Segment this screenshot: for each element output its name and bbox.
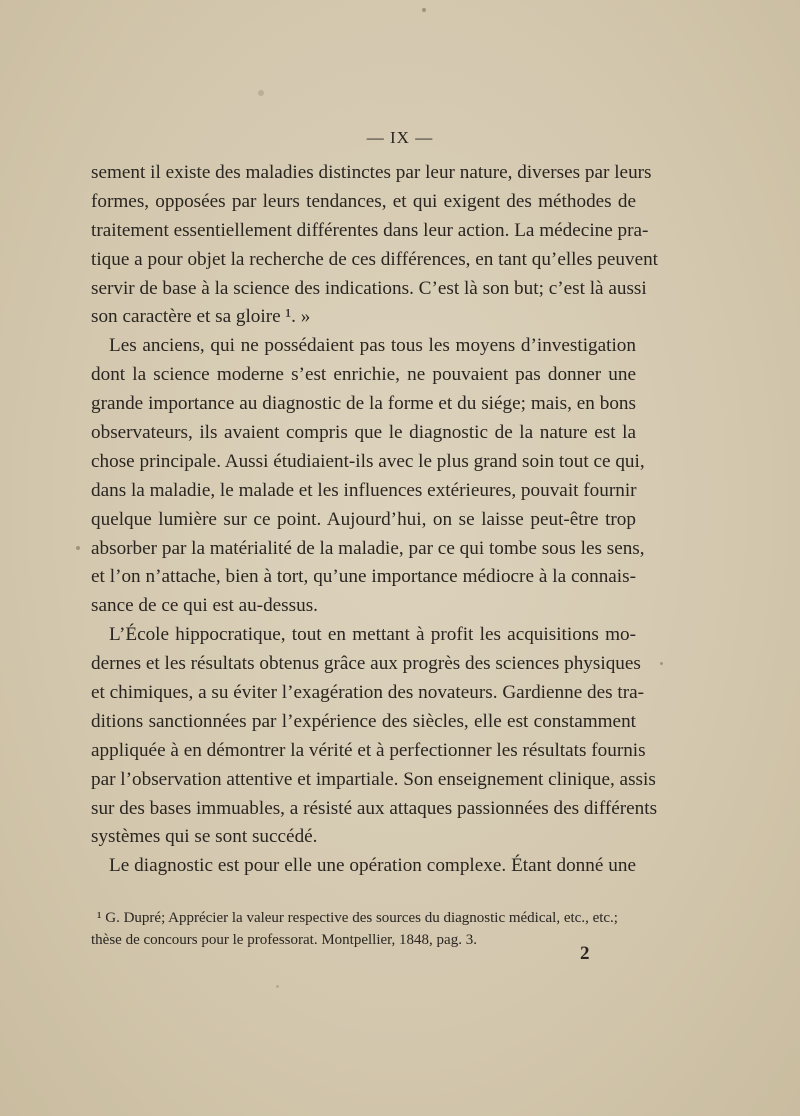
- text-line: quelque lumière sur ce point. Aujourd’hui, on se laisse peut-être trop: [91, 508, 636, 530]
- signature-mark: 2: [580, 943, 590, 964]
- text-line: appliquée à en démontrer la vérité et à perfectionner les résultats fournis: [91, 739, 646, 761]
- text-line: son caractère et sa gloire ¹. »: [91, 306, 311, 328]
- text-line: dont la science moderne s’est enrichie, ne pouvaient pas donner une: [91, 364, 636, 386]
- text-line: formes, opposées par leurs tendances, et qui exigent des méthodes de: [91, 190, 636, 212]
- text-line: chose principale. Aussi étudiaient-ils avec le plus grand soin tout ce qui,: [91, 450, 645, 472]
- text-line: dans la maladie, le malade et les influences extérieures, pouvait fournir: [91, 479, 637, 501]
- paragraph-start-line: L’École hippocratique, tout en mettant à profit les acquisitions mo-: [109, 624, 636, 646]
- paper-speck: [276, 985, 279, 988]
- text-line: grande importance au diagnostic de la forme et du siége; mais, en bons: [91, 393, 636, 415]
- text-line: absorber par la matérialité de la maladie, par ce qui tombe sous les sens,: [91, 537, 645, 559]
- text-line: servir de base à la science des indications. C’est là son but; c’est là aussi: [91, 277, 647, 299]
- paragraph-start-line: Le diagnostic est pour elle une opération complexe. Étant donné une: [109, 855, 636, 877]
- text-line: tique a pour objet la recherche de ces différences, en tant qu’elles peuvent: [91, 248, 659, 270]
- text-line: sance de ce qui est au-dessus.: [91, 595, 318, 617]
- text-line: dernes et les résultats obtenus grâce aux progrès des sciences physiques: [91, 653, 641, 675]
- paper-speck: [422, 8, 426, 12]
- text-line: ditions sanctionnées par l’expérience des siècles, elle est constamment: [91, 710, 636, 732]
- text-line: sement il existe des maladies distinctes par leur nature, diverses par leurs: [91, 162, 652, 183]
- paper-speck: [258, 90, 264, 96]
- text-line: et l’on n’attache, bien à tort, qu’une importance médiocre à la connais-: [91, 566, 636, 588]
- paper-speck: [76, 546, 80, 550]
- text-line: systèmes qui se sont succédé.: [91, 826, 318, 848]
- page-number-header: — IX —: [366, 128, 434, 147]
- text-line: sur des bases immuables, a résisté aux attaques passionnées des différents: [91, 797, 658, 819]
- paper-speck: [660, 662, 663, 665]
- footnotes: [91, 907, 636, 951]
- text-line: et chimiques, a su éviter l’exagération des novateurs. Gardienne des tra-: [91, 682, 645, 704]
- text-line: traitement essentiellement différentes dans leur action. La médecine pra-: [91, 219, 649, 241]
- footnote-line: thèse de concours pour le professorat. Montpellier, 1848, pag. 3.: [91, 932, 477, 948]
- text-line: observateurs, ils avaient compris que le diagnostic de la nature est la: [91, 422, 636, 444]
- text-line: par l’observation attentive et impartiale. Son enseignement clinique, assis: [91, 768, 656, 790]
- body-text: [91, 159, 659, 881]
- footnote-line: ¹ G. Dupré; Apprécier la valeur respective des sources du diagnostic médical, etc., etc.;: [97, 910, 618, 926]
- paragraph-start-line: Les anciens, qui ne possédaient pas tous les moyens d’investigation: [109, 335, 636, 357]
